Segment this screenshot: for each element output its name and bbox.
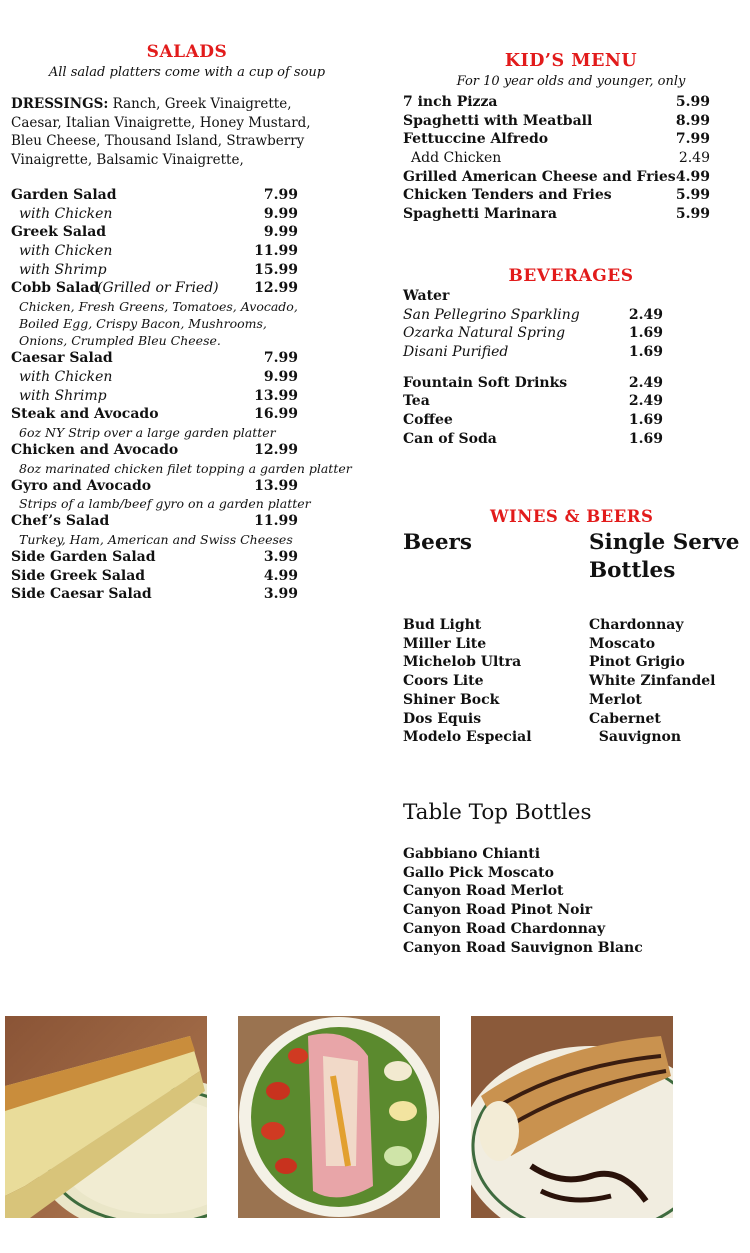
salad-row bbox=[11, 567, 363, 586]
drink-list bbox=[403, 374, 739, 449]
cheesecake-photo bbox=[5, 1016, 207, 1218]
beverage-name: Tea bbox=[403, 393, 430, 410]
salad-name: with Chicken bbox=[19, 243, 113, 260]
salad-price: 9.99 bbox=[263, 368, 298, 385]
table-top-list bbox=[403, 845, 743, 957]
salad-price: 12.99 bbox=[254, 280, 298, 297]
salad-price: 12.99 bbox=[254, 441, 298, 458]
salad-row bbox=[11, 441, 363, 460]
beverage-row bbox=[403, 324, 739, 343]
salad-row bbox=[11, 368, 363, 387]
chef-salad-photo bbox=[238, 1016, 440, 1218]
salad-price: 7.99 bbox=[263, 350, 298, 367]
salad-name: Side Greek Salad bbox=[11, 567, 146, 584]
beer-item: Modelo Especial bbox=[403, 729, 532, 746]
dressings-list: Ranch, Greek Vinaigrette, Caesar, Italian Vinaigrette, Honey Mustard, Bleu Cheese, Thousand Island, Strawberry Vinaigrette, Balsamic Vinaigrette, bbox=[11, 96, 311, 168]
wines-headings bbox=[403, 529, 743, 599]
beverage-name: Coffee bbox=[403, 412, 453, 429]
salads-section bbox=[11, 42, 363, 604]
single-serve-item: Pinot Grigio bbox=[589, 654, 685, 671]
beer-item: Bud Light bbox=[403, 617, 482, 633]
salad-name: with Chicken bbox=[19, 368, 113, 385]
kids-row bbox=[403, 186, 739, 205]
salad-row bbox=[11, 585, 363, 604]
beverage-price: 1.69 bbox=[628, 412, 663, 429]
beer-item: Michelob Ultra bbox=[403, 654, 522, 671]
kids-item-price: 2.49 bbox=[678, 150, 710, 167]
salad-row bbox=[11, 223, 363, 242]
salad-price: 15.99 bbox=[254, 261, 298, 278]
salad-name: Garden Salad bbox=[11, 187, 117, 203]
kids-item-price: 4.99 bbox=[675, 168, 710, 185]
salad-row bbox=[11, 405, 363, 424]
wines-section bbox=[403, 507, 743, 957]
beverage-row bbox=[403, 392, 739, 411]
kids-item-price: 5.99 bbox=[675, 94, 710, 110]
beverage-row bbox=[403, 430, 739, 449]
table-top-item: Gabbiano Chianti bbox=[403, 846, 541, 862]
beverage-price: 2.49 bbox=[628, 393, 663, 410]
single-serve-item: Sauvignon bbox=[589, 729, 682, 746]
salad-description: 8oz marinated chicken filet topping a garden platter bbox=[19, 460, 352, 476]
salad-row bbox=[11, 261, 363, 280]
salad-name: Steak and Avocado bbox=[11, 406, 159, 423]
salad-description: Onions, Crumpled Bleu Cheese. bbox=[19, 333, 221, 349]
kids-item-name: Fettuccine Alfredo bbox=[403, 131, 549, 148]
kids-row bbox=[403, 149, 739, 168]
salad-name: with Chicken bbox=[19, 205, 113, 222]
beverage-name: Ozarka Natural Spring bbox=[403, 325, 566, 342]
kids-row bbox=[403, 168, 739, 187]
salad-row bbox=[11, 242, 363, 261]
salad-row bbox=[11, 477, 363, 496]
beers-heading: Beers bbox=[403, 530, 472, 555]
single-serve-list bbox=[589, 616, 715, 747]
salad-name: Side Caesar Salad bbox=[11, 586, 152, 603]
salad-price: 3.99 bbox=[263, 586, 298, 603]
beverage-row bbox=[403, 411, 739, 430]
kids-section bbox=[403, 51, 739, 224]
salad-description: 6oz NY Strip over a large garden platter bbox=[19, 424, 276, 440]
salad-row bbox=[11, 205, 363, 224]
salad-name: Cobb Salad bbox=[11, 280, 100, 297]
salad-price: 11.99 bbox=[254, 243, 298, 260]
beer-item: Coors Lite bbox=[403, 673, 484, 690]
salad-price: 16.99 bbox=[254, 406, 298, 423]
salads-subtitle: All salad platters come with a cup of soup bbox=[48, 65, 326, 80]
beer-item: Dos Equis bbox=[403, 710, 482, 727]
salad-price: 13.99 bbox=[254, 477, 298, 494]
kids-item-name: 7 inch Pizza bbox=[403, 94, 498, 110]
kids-list bbox=[403, 93, 739, 224]
dressings-label: DRESSINGS: bbox=[11, 96, 109, 112]
kids-item-name: Spaghetti with Meatball bbox=[403, 112, 593, 129]
salad-row bbox=[11, 349, 363, 368]
salad-name: with Shrimp bbox=[19, 387, 107, 404]
beverage-price: 1.69 bbox=[628, 344, 663, 361]
single-serve-item: Chardonnay bbox=[589, 617, 684, 633]
table-top-item: Canyon Road Pinot Noir bbox=[403, 902, 593, 919]
beverage-row bbox=[403, 374, 739, 393]
table-top-item: Canyon Road Merlot bbox=[403, 883, 564, 900]
kids-row bbox=[403, 112, 739, 131]
salad-name: Side Garden Salad bbox=[11, 548, 156, 565]
beer-item: Miller Lite bbox=[403, 635, 487, 652]
wines-lists bbox=[403, 616, 743, 756]
salad-name: with Shrimp bbox=[19, 261, 107, 278]
kids-item-price: 5.99 bbox=[675, 187, 710, 204]
kids-row bbox=[403, 130, 739, 149]
single-serve-item: Cabernet bbox=[589, 710, 661, 727]
beverage-name: Can of Soda bbox=[403, 430, 497, 447]
cannoli-photo bbox=[471, 1016, 673, 1218]
salad-name: Caesar Salad bbox=[11, 350, 113, 367]
salad-description: Turkey, Ham, American and Swiss Cheeses bbox=[19, 531, 293, 547]
salad-note: (Grilled or Fried) bbox=[97, 280, 219, 297]
salad-name: Chicken and Avocado bbox=[11, 441, 179, 458]
single-serve-heading: Single Serve Bottles bbox=[589, 530, 740, 583]
salad-list bbox=[11, 186, 363, 604]
single-serve-item: Merlot bbox=[589, 691, 642, 708]
table-top-heading: Table Top Bottles bbox=[403, 800, 592, 825]
wines-title: WINES & BEERS bbox=[490, 507, 654, 526]
beverage-row bbox=[403, 306, 739, 325]
kids-item-name: Add Chicken bbox=[411, 150, 502, 167]
water-list bbox=[403, 306, 739, 362]
salad-name: Chef’s Salad bbox=[11, 513, 110, 530]
kids-item-price: 8.99 bbox=[675, 112, 710, 129]
salad-description: Strips of a lamb/beef gyro on a garden platter bbox=[19, 496, 311, 512]
salad-price: 7.99 bbox=[263, 187, 298, 203]
beverage-name: Disani Purified bbox=[403, 344, 509, 361]
salad-row bbox=[11, 387, 363, 406]
kids-item-name: Grilled American Cheese and Fries bbox=[403, 168, 676, 185]
beverages-section bbox=[403, 266, 739, 449]
kids-subtitle: For 10 year olds and younger, only bbox=[456, 74, 686, 89]
beverage-price: 2.49 bbox=[628, 306, 663, 323]
table-top-item: Canyon Road Chardonnay bbox=[403, 920, 606, 937]
salad-row bbox=[11, 279, 363, 298]
salad-price: 13.99 bbox=[254, 387, 298, 404]
salad-price: 4.99 bbox=[263, 567, 298, 584]
beer-item: Shiner Bock bbox=[403, 691, 500, 708]
beverage-name: Fountain Soft Drinks bbox=[403, 374, 568, 391]
dressings-text bbox=[11, 95, 341, 169]
salad-price: 11.99 bbox=[254, 513, 298, 530]
salad-row bbox=[11, 548, 363, 567]
beverage-price: 1.69 bbox=[628, 325, 663, 342]
beverage-name: San Pellegrino Sparkling bbox=[403, 306, 580, 323]
beverages-title: BEVERAGES bbox=[508, 266, 634, 286]
kids-item-price: 7.99 bbox=[675, 131, 710, 148]
kids-item-name: Chicken Tenders and Fries bbox=[403, 187, 612, 204]
salad-row bbox=[11, 186, 363, 205]
salad-name: Gyro and Avocado bbox=[11, 477, 152, 494]
kids-title: KID’S MENU bbox=[504, 51, 638, 71]
salads-title: SALADS bbox=[146, 42, 228, 62]
beverage-price: 1.69 bbox=[628, 430, 663, 447]
salad-row bbox=[11, 512, 363, 531]
kids-item-price: 5.99 bbox=[675, 206, 710, 223]
single-serve-item: Moscato bbox=[589, 635, 656, 652]
kids-row bbox=[403, 93, 739, 112]
table-top-item: Canyon Road Sauvignon Blanc bbox=[403, 939, 643, 956]
salad-description: Boiled Egg, Crispy Bacon, Mushrooms, bbox=[19, 316, 267, 332]
salad-price: 3.99 bbox=[263, 548, 298, 565]
water-label: Water bbox=[403, 288, 450, 304]
kids-item-name: Spaghetti Marinara bbox=[403, 206, 557, 223]
salad-price: 9.99 bbox=[263, 205, 298, 222]
salad-description: Chicken, Fresh Greens, Tomatoes, Avocado, bbox=[19, 299, 298, 315]
beverage-row bbox=[403, 343, 739, 362]
kids-row bbox=[403, 205, 739, 224]
beer-list bbox=[403, 616, 532, 747]
beverage-price: 2.49 bbox=[628, 374, 663, 391]
salad-name: Greek Salad bbox=[11, 224, 107, 241]
single-serve-item: White Zinfandel bbox=[589, 673, 716, 690]
table-top-item: Gallo Pick Moscato bbox=[403, 864, 554, 881]
salad-price: 9.99 bbox=[263, 224, 298, 241]
